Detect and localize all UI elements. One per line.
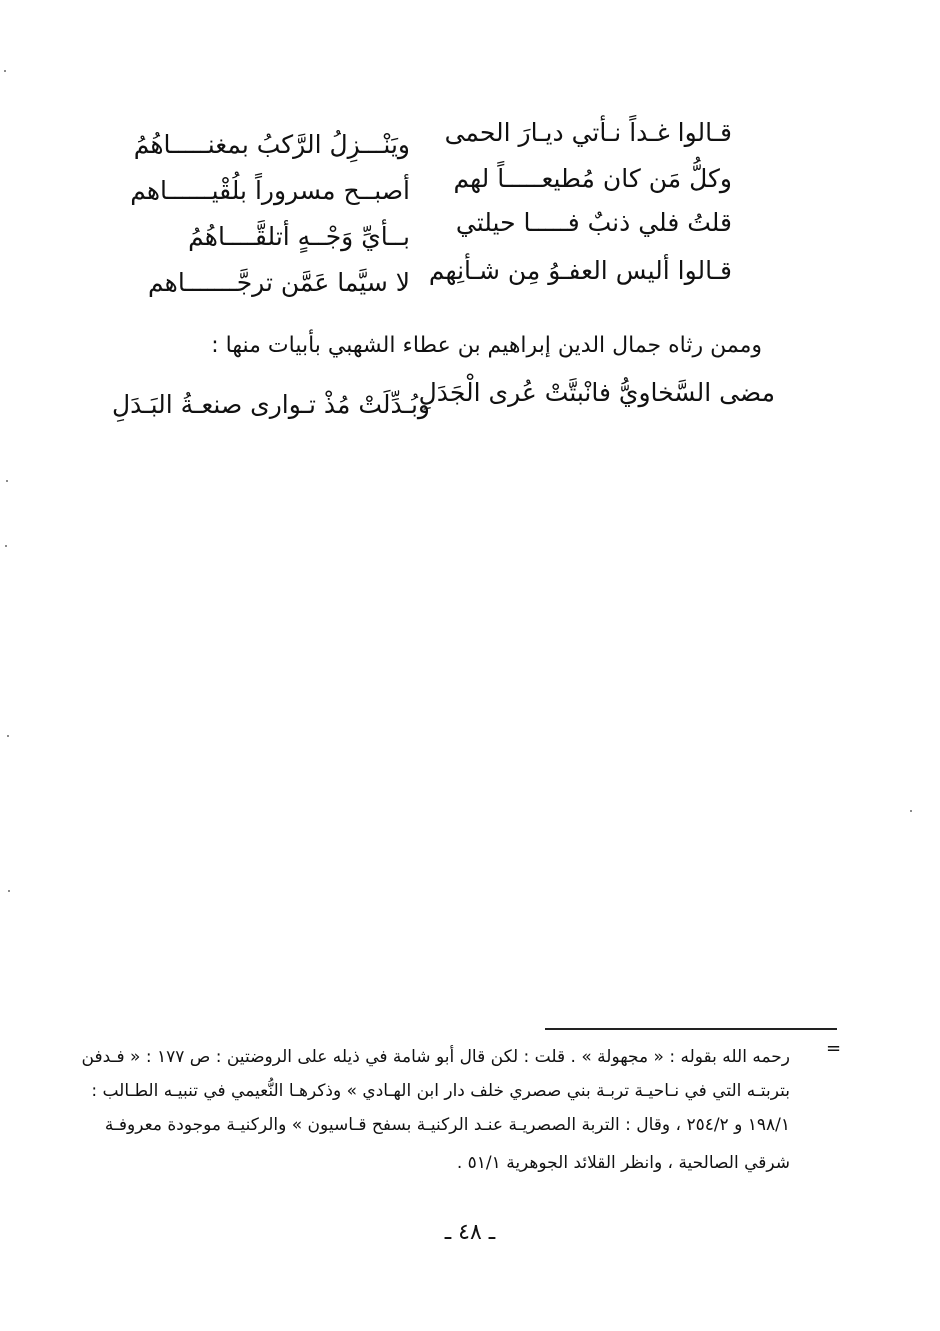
verse-1-first-hemistich: قـالوا غـداً نـأتي ديـارَ الحمى [444, 118, 732, 147]
footnote-line-1: رحمه الله بقوله : « مجهولة » . قلت : لكن قال أبو شامة في ذيله على الروضتين : ص ١٧٧ : « فـدفن [81, 1047, 790, 1067]
footnote-line-2: بتربتـه التي في نـاحيـة تربـة بني صصري خلف دار ابن الهـادي » وذكرهـا النُّعيمي في تنبيـه الطـالب : [91, 1081, 790, 1101]
elegy-verse-first-hemistich: مضى السَّخاويُّ فانْبتَّتْ عُرى الْجَدَلِ [418, 378, 775, 407]
scan-speck [5, 545, 7, 547]
footnote-continuation-mark: = [826, 1038, 842, 1059]
scan-speck [4, 70, 6, 72]
verse-3-second-hemistich: بــأيِّ وَجْــهٍ أتلقَّــــاهُمُ [188, 222, 410, 251]
scan-speck [7, 735, 9, 737]
scan-speck [910, 810, 912, 812]
verse-2-second-hemistich: أصبــح مسروراً بلُقْيــــــاهم [130, 176, 410, 205]
verse-4-second-hemistich: لا سيَّما عَمَّن ترجَّـــــــاهم [148, 268, 410, 297]
footnote-line-3: ١٩٨/١ و ٢٥٤/٢ ، وقال : التربة الصصريـة عنـد الركنيـة بسفح قـاسيون » والركنيـة موجودة معروفـة [104, 1115, 790, 1135]
intro-line: وممن رثاه جمال الدين إبراهيم بن عطاء الشهبي بأبيات منها : [211, 333, 762, 358]
scan-speck [8, 890, 10, 892]
verse-4-first-hemistich: قـالوا أليس العفـوُ مِن شـأنِهم [428, 256, 732, 285]
verse-2-first-hemistich: وكلُّ مَن كان مُطيعـــــاً لهم [453, 164, 732, 193]
page-number: ـ ٤٨ ـ [444, 1220, 496, 1245]
footnote-rule [545, 1028, 837, 1030]
footnote-line-4: شرقي الصالحية ، وانظر القلائد الجوهرية ٥١/١ . [456, 1153, 790, 1173]
verse-1-second-hemistich: ويَنْـــزِلُ الرَّكبُ بمغنـــــاهُمُ [133, 130, 410, 159]
scan-speck [6, 480, 8, 482]
elegy-verse-second-hemistich: وبُـدِّلَتْ مُذْ تـوارى صنعـةُ البَـدَلِ [111, 390, 430, 419]
verse-3-first-hemistich: قلتُ فلي ذنبٌ فـــــا حيلتي [455, 208, 732, 237]
